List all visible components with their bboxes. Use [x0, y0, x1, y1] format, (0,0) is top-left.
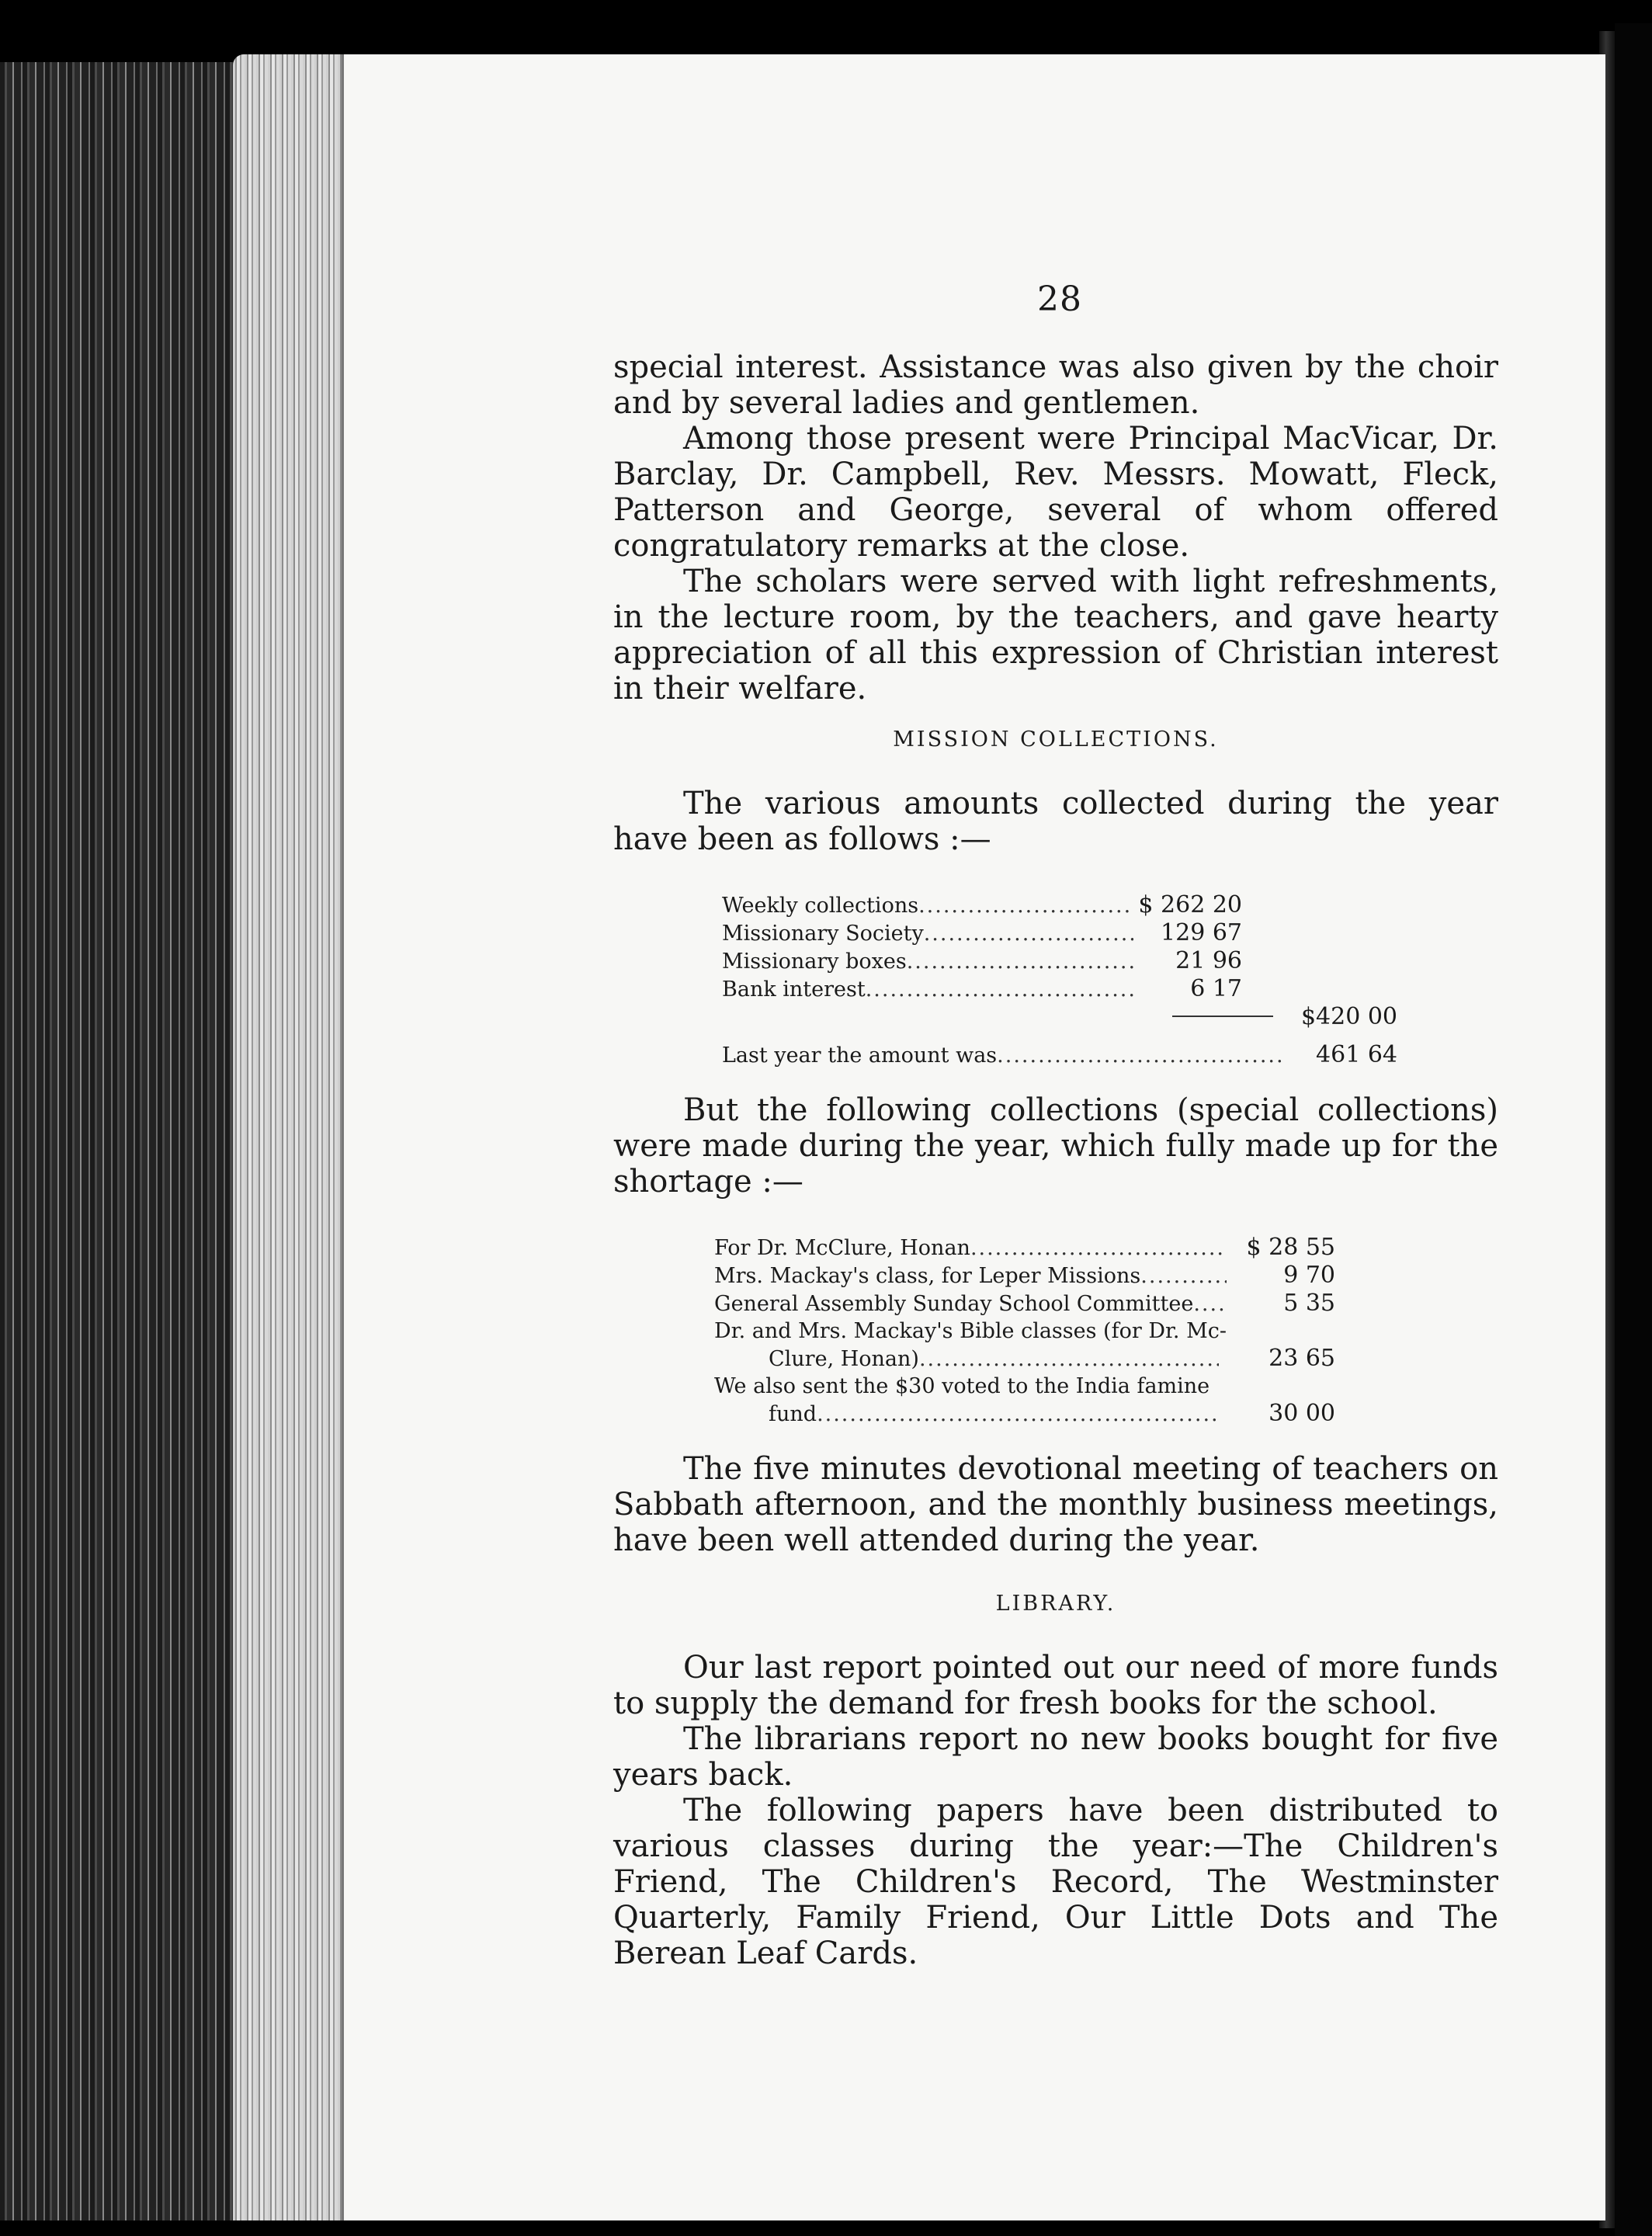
table-row — [613, 891, 1242, 919]
row-label: Missionary Society — [722, 922, 924, 946]
table-row — [613, 1234, 1335, 1262]
mission-collections-heading: MISSION COLLECTIONS. — [893, 727, 1219, 752]
row-amount: $ 28 55 — [1246, 1234, 1335, 1261]
row-amount: 21 96 — [1175, 947, 1242, 974]
row-label: Mrs. Mackay's class, for Leper Missions — [714, 1264, 1141, 1288]
row-amount: 129 67 — [1161, 919, 1242, 946]
table-row — [613, 975, 1242, 1003]
row-amount: 23 65 — [1268, 1345, 1335, 1372]
row-amount: $ 262 20 — [1138, 891, 1242, 918]
table-row — [613, 947, 1242, 975]
book-page-edges-light — [233, 54, 345, 2220]
special-intro: But the following collections (special collections) were made during the year, which fully made up for the shortage :— — [613, 1092, 1498, 1200]
table-row — [613, 1400, 1335, 1428]
right-margin-dark — [1615, 23, 1652, 2236]
row-amount: 30 00 — [1268, 1400, 1335, 1427]
library-paragraph-2: The librarians report no new books bought for five years back. — [613, 1721, 1498, 1793]
row-label: General Assembly Sunday School Committee — [714, 1292, 1194, 1316]
row-amount: 5 35 — [1283, 1290, 1335, 1317]
table-row — [613, 1373, 1335, 1400]
table-row — [613, 1345, 1335, 1373]
total-rule — [613, 1003, 1397, 1030]
page-content — [613, 349, 1498, 1971]
library-heading: LIBRARY. — [995, 1592, 1116, 1616]
intro-paragraph-3: The scholars were served with light refreshments, in the lecture room, by the teachers, and gave hearty appreciation of all this expression of Christian interest in their welfare. — [613, 564, 1498, 707]
library-paragraph-3: The following papers have been distributed to various classes during the year:—The Children's Friend, The Children's Record, The Westminster Quarterly, Family Friend, Our Little Dots and The Berean Leaf Cards. — [613, 1793, 1498, 1971]
intro-paragraph-1: special interest. Assistance was also given by the choir and by several ladies and gentlemen. — [613, 349, 1498, 421]
devotional-paragraph: The five minutes devotional meeting of teachers on Sabbath afternoon, and the monthly business meetings, have been well attended during the year. — [613, 1451, 1498, 1558]
table-row — [613, 1290, 1335, 1318]
row-label: We also sent the $30 voted to the India famine — [714, 1374, 1210, 1398]
row-label: fund — [769, 1402, 817, 1426]
intro-paragraph-2: Among those present were Principal MacVicar, Dr. Barclay, Dr. Campbell, Rev. Messrs. Mowatt, Fleck, Patterson and George, several of whom offered congratulatory remarks at the close. — [613, 421, 1498, 564]
last-year-row — [613, 1041, 1397, 1069]
page-number: 28 — [1037, 280, 1082, 319]
mission-intro: The various amounts collected during the year have been as follows :— — [613, 786, 1498, 857]
table-row — [613, 919, 1242, 947]
row-label: For Dr. McClure, Honan — [714, 1236, 970, 1260]
last-year-amount: 461 64 — [1316, 1041, 1397, 1068]
library-paragraph-1: Our last report pointed out our need of more funds to supply the demand for fresh books for the school. — [613, 1650, 1498, 1721]
row-amount: 6 17 — [1190, 975, 1242, 1002]
row-label: Missionary boxes — [722, 950, 907, 974]
special-collections-table — [613, 1234, 1498, 1428]
table-row — [613, 1262, 1335, 1290]
row-amount: 9 70 — [1283, 1262, 1335, 1289]
row-label: Weekly collections — [722, 894, 919, 918]
row-label: Bank interest — [722, 977, 866, 1002]
mission-total: $420 00 — [1300, 1003, 1397, 1030]
table-row — [613, 1318, 1335, 1345]
row-label: Clure, Honan) — [769, 1347, 919, 1371]
mission-collections-table — [613, 891, 1498, 1069]
row-label: Dr. and Mrs. Mackay's Bible classes (for Dr. Mc- — [714, 1319, 1227, 1343]
last-year-label: Last year the amount was — [722, 1043, 998, 1068]
